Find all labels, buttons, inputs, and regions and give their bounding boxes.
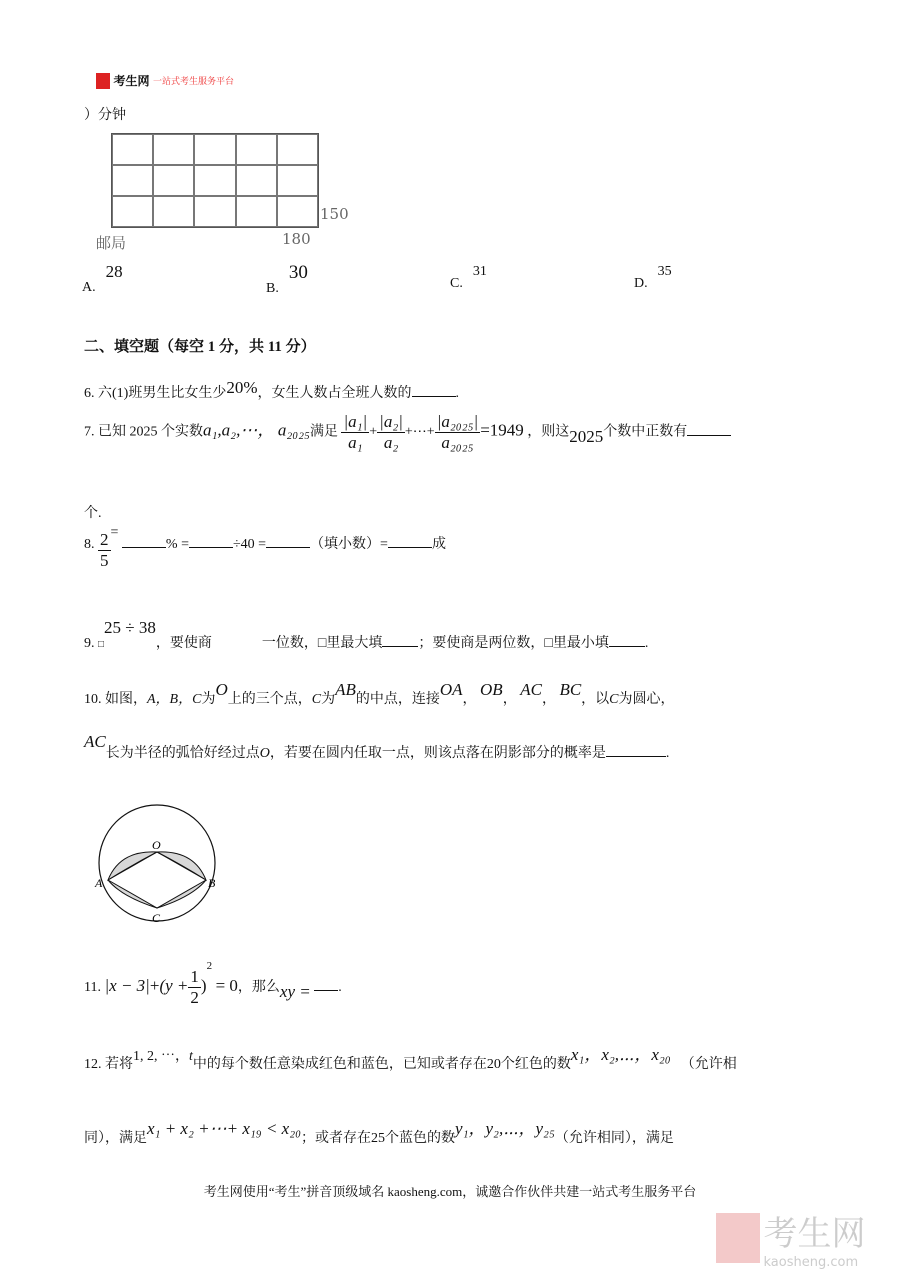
option-b: B.30 xyxy=(266,262,308,296)
point-o-label: O xyxy=(152,838,161,852)
watermark-icon xyxy=(716,1213,760,1263)
footer-text: 考生网使用“考生”拼音顶级域名 kaosheng.com，诚邀合作伙伴共建一站式考生服务平台 xyxy=(203,1184,697,1199)
question-7: 7. 已知 2025 个实数a₁,a₂,⋯， a₂₀₂₅满足 $\frac{\text{|a₁|}}{\text{a₁}}$ + $\frac{\text{|a₂|}}{\text{a₂}}$ +⋯+ $\frac{\text{|a₂₀₂₅|}}{\text{a₂₀₂₅}}$ =1949 ，则这2025个数中正数有 xyxy=(84,412,731,453)
option-a: A.28 xyxy=(82,262,123,295)
question-12: 12. 若将1, 2, ⋯，t中的每个数任意染成红色和蓝色，已知或者存在20个红色的数x₁，x₂,⋯，x₂₀（允许相 xyxy=(84,1045,737,1072)
question-10-line2: AC长为半径的弧恰好经过点O，若要在圆内任取一点，则该点落在阴影部分的概率是 . xyxy=(84,732,670,761)
question-6: 6. 六(1)班男生比女生少20%，女生人数占全班人数的 . xyxy=(84,378,459,401)
point-b-label: B xyxy=(208,876,216,890)
figure-label-150: 150 xyxy=(320,205,349,223)
q5-tail: ）分钟 xyxy=(84,108,126,123)
figure-label-post-office: 邮局 xyxy=(96,236,127,252)
brand-name: 考生网 xyxy=(113,74,150,88)
watermark-logo: 考生网 kaosheng.com xyxy=(716,1206,866,1270)
question-11: 11. |x − 3|+(y + $\frac{1}{2}$ )$^2$ = 0，那么xy = . xyxy=(84,960,342,1008)
circle-figure xyxy=(90,795,230,935)
question-7-end: 个. xyxy=(84,506,102,521)
option-c: C.31 xyxy=(450,264,487,291)
question-12-line2: 同），满足x₁ + x₂ +⋯+ x₁₉ < x₂₀；或者存在25个蓝色的数y₁，y₂,⋯，y₂₅（允许相同），满足 xyxy=(84,1119,674,1146)
point-c-label: C xyxy=(152,911,161,925)
section-title: 二、填空题（每空 1 分，共 11 分） xyxy=(84,339,316,355)
brand-slogan: 一站式考生服务平台 xyxy=(153,76,235,86)
point-a-label: A xyxy=(95,876,103,890)
figure-label-180: 180 xyxy=(282,230,311,248)
q5-grid-figure xyxy=(111,133,319,228)
logo-icon xyxy=(96,73,110,89)
question-10: 10. 如图，A，B，C为O上的三个点，C为AB的中点，连接OA， OB， AC， BC，以C为圆心， xyxy=(84,680,675,707)
header-logo xyxy=(96,72,234,89)
question-9: 9. □25 ÷ 38，要使商 一位数，□里最大填 ；要使商是两位数，□里最小填 . xyxy=(84,618,649,651)
question-8: 8. $\frac{2}{5}$ = % = ÷40 = （填小数）= 成 xyxy=(84,525,446,570)
option-d: D.35 xyxy=(634,264,672,291)
